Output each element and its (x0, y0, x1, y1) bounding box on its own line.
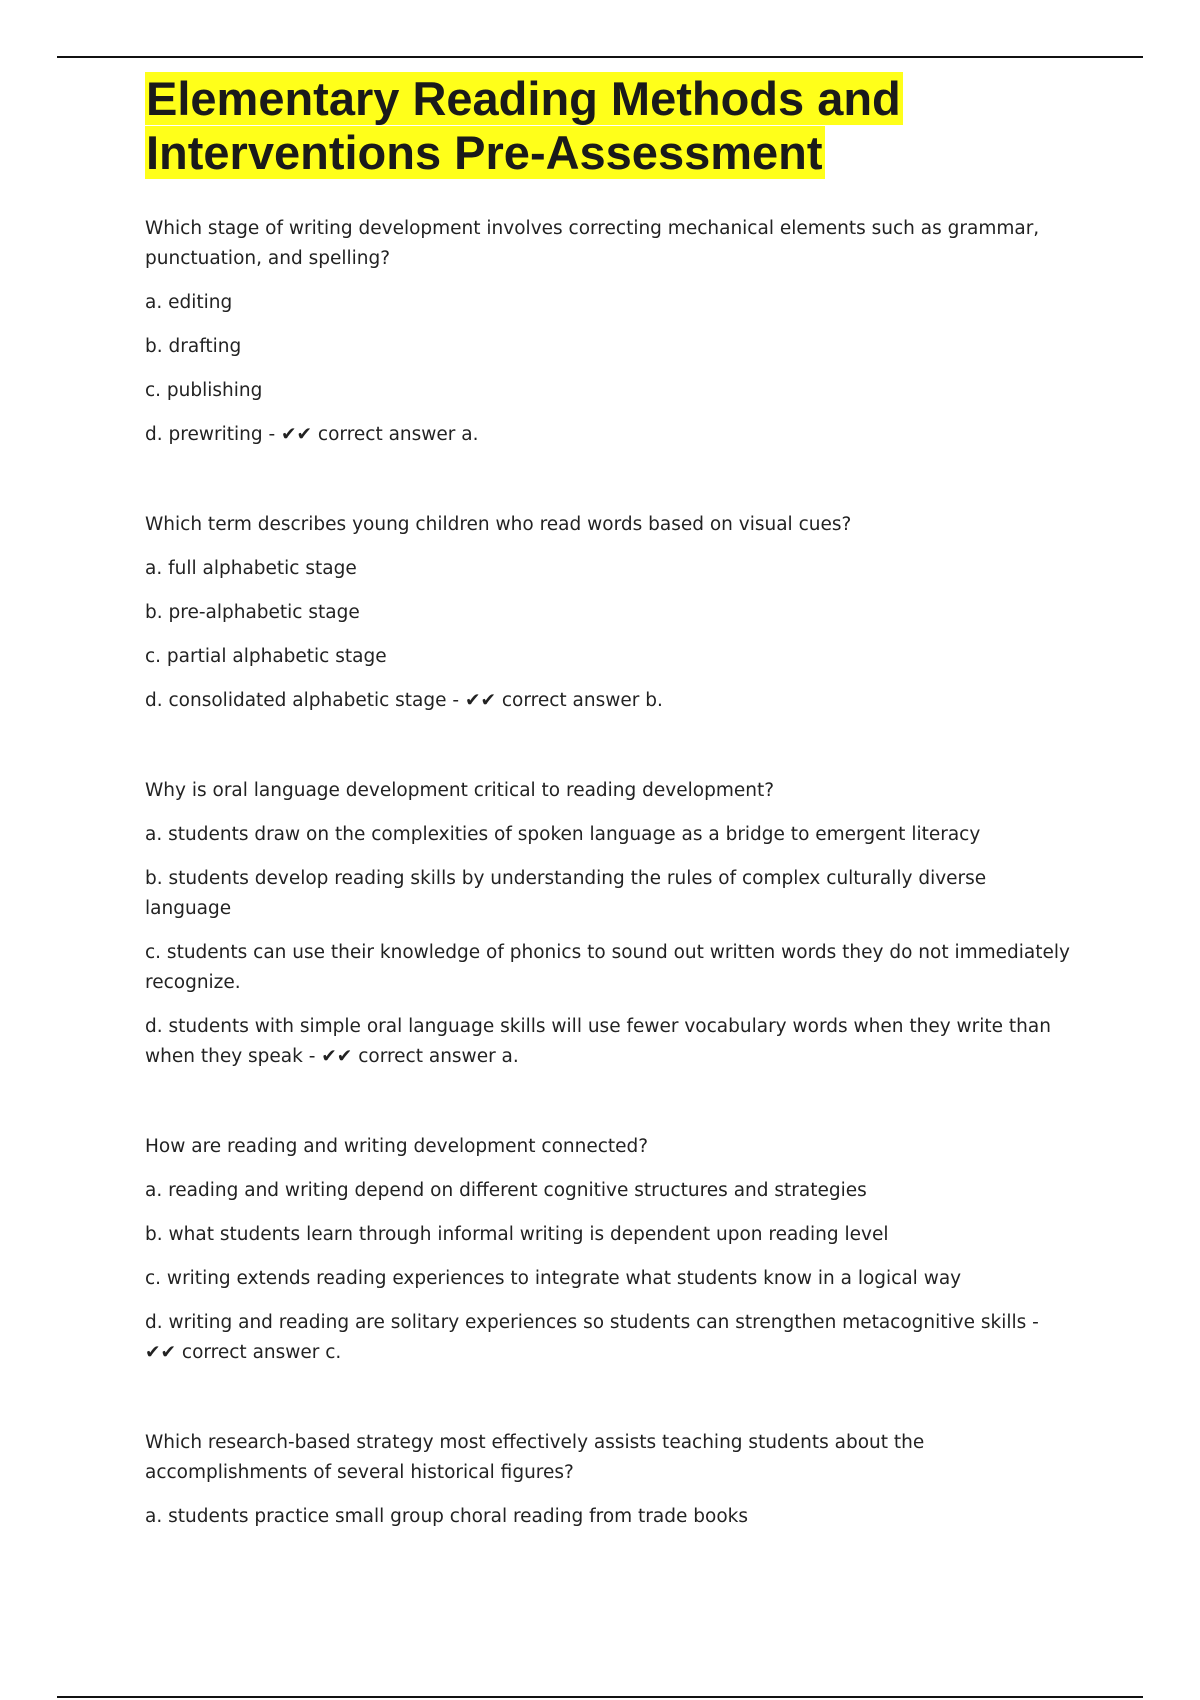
question-text: Why is oral language development critical to reading development? (145, 780, 775, 801)
correct-answer: correct answer b. (501, 690, 663, 711)
option-d: d. consolidated alphabetic stage - ✔✔ correct answer b. (145, 690, 663, 711)
correct-answer: correct answer a. (358, 1046, 519, 1067)
checkmark-icon: ✔✔ (321, 1046, 353, 1067)
correct-answer: correct answer a. (317, 424, 479, 445)
option-b: b. students develop reading skills by understanding the rules of complex culturally diverse language (145, 868, 987, 919)
top-rule (57, 56, 1143, 58)
options-list (145, 820, 1075, 1072)
question-block (145, 510, 1075, 716)
option-a: a. editing (145, 292, 233, 313)
option-a: a. students draw on the complexities of spoken language as a bridge to emergent literacy (145, 824, 981, 845)
option-c: c. students can use their knowledge of phonics to sound out written words they do not immediately recognize. (145, 942, 1070, 993)
options-list (145, 554, 1075, 716)
question-text: Which term describes young children who read words based on visual cues? (145, 514, 852, 535)
option-d-text: d. writing and reading are solitary experiences so students can strengthen metacognitive skills (145, 1312, 1027, 1333)
checkmark-icon: ✔✔ (464, 690, 496, 711)
question-block (145, 214, 1075, 450)
correct-answer: correct answer c. (181, 1342, 342, 1363)
option-c: c. writing extends reading experiences to integrate what students know in a logical way (145, 1268, 962, 1289)
bottom-rule (57, 1696, 1143, 1698)
option-d: d. prewriting - ✔✔ correct answer a. (145, 424, 479, 445)
checkmark-icon: ✔✔ (281, 424, 313, 445)
option-b: b. pre-alphabetic stage (145, 602, 360, 623)
option-b: b. what students learn through informal writing is dependent upon reading level (145, 1224, 889, 1245)
option-d: d. students with simple oral language skills will use fewer vocabulary words when they write than when they speak - ✔✔ correct answer a. (145, 1016, 1051, 1067)
options-list (145, 288, 1075, 450)
option-a: a. reading and writing depend on different cognitive structures and strategies (145, 1180, 867, 1201)
options-list (145, 1502, 1075, 1532)
option-a: a. students practice small group choral reading from trade books (145, 1506, 748, 1527)
question-text: How are reading and writing development connected? (145, 1136, 649, 1157)
question-text: Which stage of writing development involves correcting mechanical elements such as grammar, punctuation, and spelling? (145, 218, 1040, 269)
question-block (145, 776, 1075, 1072)
checkmark-icon: ✔✔ (145, 1342, 177, 1363)
option-d-text: d. students with simple oral language skills will use fewer vocabulary words when they write than when they speak (145, 1016, 1051, 1067)
option-c: c. partial alphabetic stage (145, 646, 387, 667)
option-d-text: d. consolidated alphabetic stage (145, 690, 447, 711)
document-title (145, 72, 1075, 180)
options-list (145, 1176, 1075, 1368)
option-a: a. full alphabetic stage (145, 558, 357, 579)
option-b: b. drafting (145, 336, 242, 357)
title-line-1: Elementary Reading Methods and (146, 72, 901, 125)
question-block (145, 1428, 1075, 1532)
option-d: d. writing and reading are solitary experiences so students can strengthen metacognitive skills - ✔✔ correct answer c. (145, 1312, 1039, 1363)
question-block (145, 1132, 1075, 1368)
document-body (145, 72, 1075, 1532)
option-c: c. publishing (145, 380, 263, 401)
option-d-text: d. prewriting (145, 424, 263, 445)
title-line-2: Interventions Pre-Assessment (146, 126, 823, 179)
question-text: Which research-based strategy most effectively assists teaching students about the accomplishments of several historical figures? (145, 1432, 925, 1483)
